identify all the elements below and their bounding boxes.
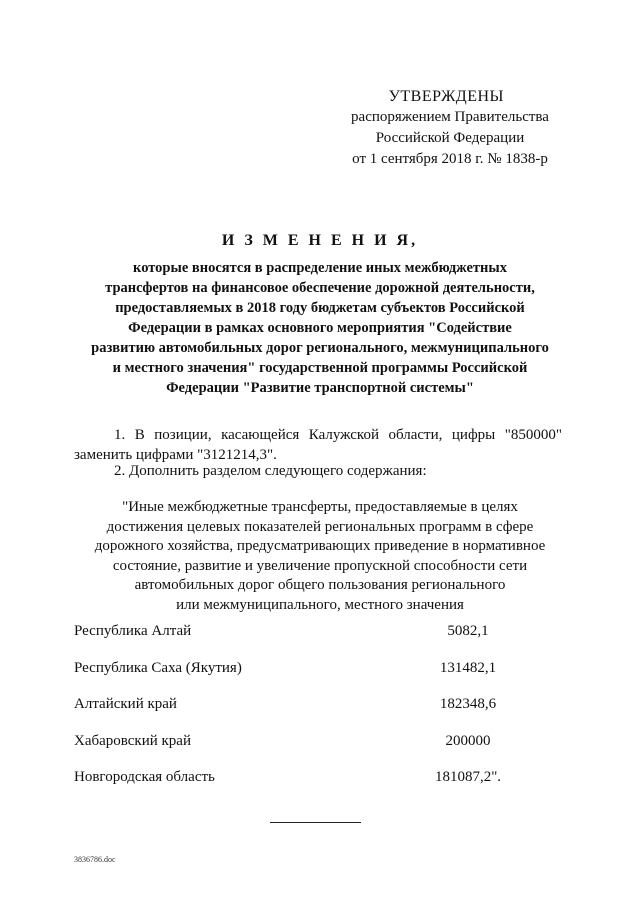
subtitle-line: которые вносятся в распределение иных межбюджетных	[133, 260, 507, 276]
region-amount: 5082,1	[447, 623, 489, 639]
region-amount: 182348,6	[439, 696, 497, 712]
subtitle-line: и местного значения" государственной программы Российской	[112, 360, 528, 376]
document-subtitle	[60, 258, 580, 398]
table-row	[74, 696, 574, 733]
document-title: И З М Е Н Е Н И Я,	[221, 232, 419, 249]
approval-line: от 1 сентября 2018 г. № 1838-р	[352, 151, 548, 167]
table-row	[74, 660, 574, 697]
region-name: Республика Саха (Якутия)	[74, 659, 242, 676]
item-2: 2. Дополнить разделом следующего содержания:	[114, 463, 427, 479]
item-1-line: заменить цифрами "3121214,3".	[74, 447, 277, 463]
approval-line: распоряжением Правительства	[351, 109, 549, 125]
subtitle-line: предоставляемых в 2018 году бюджетам субъектов Российской	[115, 300, 525, 316]
section-line: автомобильных дорог общего пользования регионального	[134, 577, 506, 593]
new-section-title	[70, 498, 570, 615]
subtitle-line: трансфертов на финансовое обеспечение дорожной деятельности,	[105, 280, 535, 296]
region-name: Новгородская область	[74, 769, 215, 785]
file-name: 3836786.doc	[74, 855, 116, 864]
subtitle-line: развитию автомобильных дорог регионального, межмуниципального	[91, 340, 549, 356]
section-line: дорожного хозяйства, предусматривающих приведение в нормативное	[94, 538, 546, 554]
region-name: Алтайский край	[74, 696, 177, 712]
closing-divider	[270, 822, 361, 823]
item-1-line: 1. В позиции, касающейся Калужской области, цифры "850000"	[114, 427, 562, 443]
approval-line: Российской Федерации	[375, 130, 525, 146]
table-row	[74, 733, 574, 770]
region-amount: 200000	[445, 732, 491, 749]
subtitle-line: Федерации "Развитие транспортной системы"	[166, 380, 474, 396]
section-line: состояние, развитие и увеличение пропускной способности сети	[112, 557, 528, 574]
table-row	[74, 623, 574, 660]
section-line: или межмуниципального, местного значения	[176, 596, 464, 613]
approval-block	[330, 86, 570, 170]
section-line: достижения целевых показателей региональных программ в сфере	[106, 518, 534, 535]
region-name: Хабаровский край	[74, 732, 191, 749]
distribution-table	[74, 623, 574, 806]
approval-title: УТВЕРЖДЕНЫ	[388, 88, 504, 105]
region-name: Республика Алтай	[74, 623, 192, 639]
region-amount: 131482,1	[439, 659, 497, 676]
section-line: "Иные межбюджетные трансферты, предоставляемые в целях	[122, 499, 518, 515]
table-row	[74, 769, 574, 806]
item-1	[74, 425, 562, 465]
region-amount: 181087,2".	[434, 769, 502, 785]
subtitle-line: Федерации в рамках основного мероприятия "Содействие	[128, 320, 512, 336]
document-heading	[60, 232, 580, 398]
